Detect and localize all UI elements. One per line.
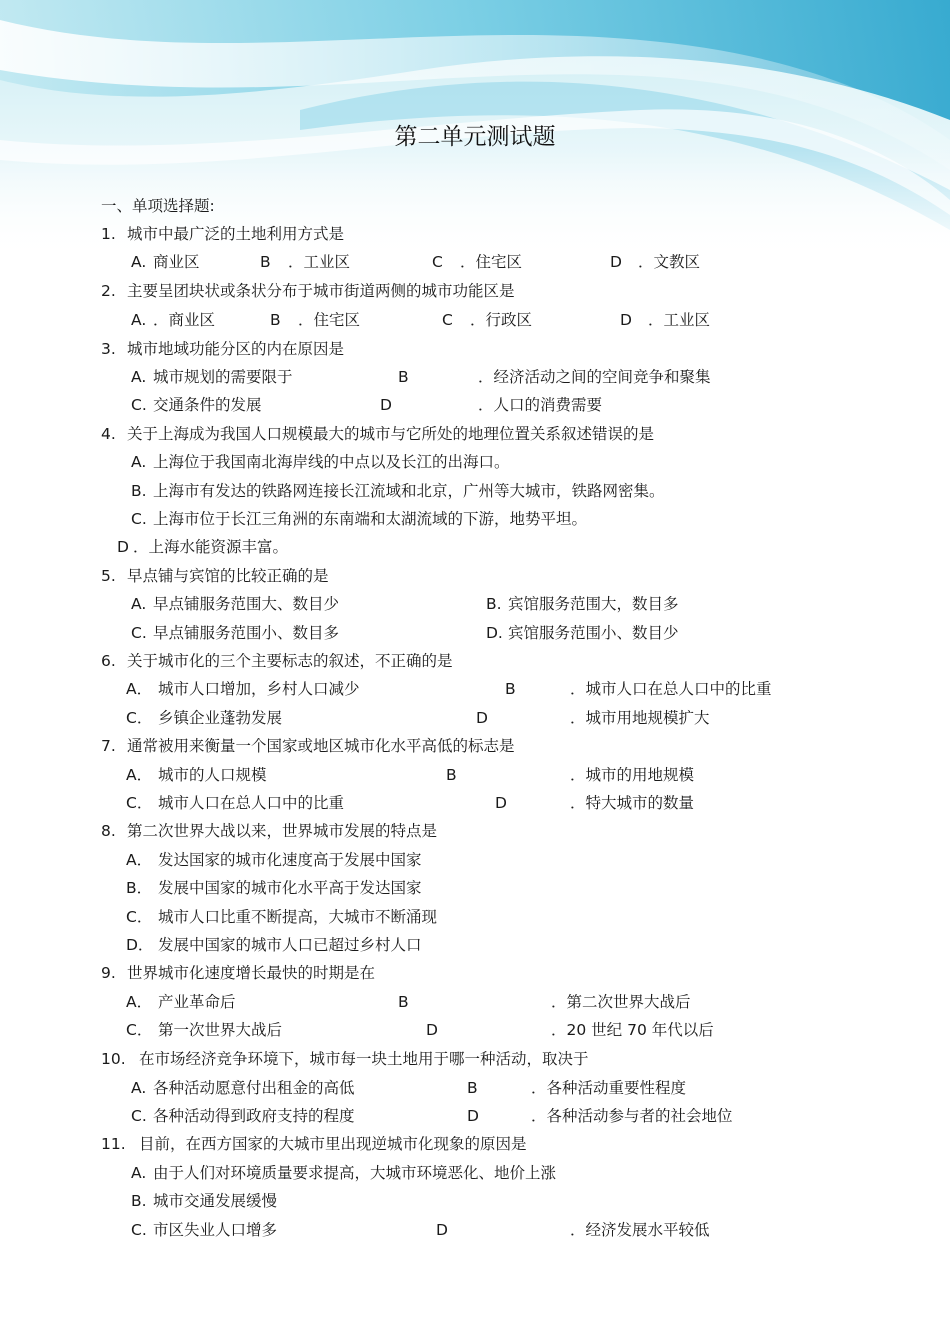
option-text: 主要呈团块状或条状分布于城市街道两侧的城市功能区是 xyxy=(127,282,515,300)
option-text: 发达国家的城市化速度高于发展中国家 xyxy=(158,851,422,869)
option-text: ．上海水能资源丰富。 xyxy=(133,538,289,556)
option-text: C. xyxy=(131,624,147,642)
option-text: ．住宅区 xyxy=(298,311,361,329)
option-b xyxy=(260,252,350,272)
option-d xyxy=(436,1220,710,1240)
option-text: ．经济活动之间的空间竞争和聚集 xyxy=(478,368,711,386)
option-c xyxy=(131,1220,277,1240)
question-3 xyxy=(101,339,344,359)
option-b xyxy=(398,367,711,387)
option-text: A． xyxy=(126,993,153,1011)
option-text: C． xyxy=(126,794,153,812)
option-text: C. xyxy=(131,510,147,528)
option-text: B xyxy=(467,1079,478,1097)
option-text: A. xyxy=(131,1079,147,1097)
option-text: 关于上海成为我国人口规模最大的城市与它所处的地理位置关系叙述错误的是 xyxy=(127,425,655,443)
option-text: B. xyxy=(131,1192,147,1210)
option-d xyxy=(476,708,710,728)
option-a xyxy=(126,679,360,699)
question-number: 3. xyxy=(101,340,116,358)
option-text: C． xyxy=(126,1021,153,1039)
option-text: D xyxy=(380,396,392,414)
option-text: D xyxy=(476,709,488,727)
option-text: C xyxy=(442,311,453,329)
option-text: B. xyxy=(131,482,147,500)
question-number: 10. xyxy=(101,1050,126,1068)
question-7 xyxy=(101,736,515,756)
option-text: B． xyxy=(126,879,153,897)
option-text: A. xyxy=(131,453,147,471)
option-text: A. xyxy=(131,595,147,613)
option-text: B xyxy=(446,766,457,784)
question-number: 2. xyxy=(101,282,116,300)
option-text: 上海位于我国南北海岸线的中点以及长江的出海口。 xyxy=(153,453,510,471)
option-text: ．工业区 xyxy=(648,311,711,329)
option-text: B xyxy=(260,253,271,271)
option-text: 城市交通发展缓慢 xyxy=(153,1192,278,1210)
option-text: 商业区 xyxy=(153,253,200,271)
question-11 xyxy=(101,1134,527,1154)
question-4 xyxy=(101,424,654,444)
option-text: D xyxy=(117,538,129,556)
question-number: 1. xyxy=(101,225,116,243)
option-text: 由于人们对环境质量要求提高，大城市环境恶化、地价上涨 xyxy=(153,1164,557,1182)
option-text: 城市人口比重不断提高，大城市不断涌现 xyxy=(158,908,438,926)
question-5 xyxy=(101,566,329,586)
question-number: 6. xyxy=(101,652,116,670)
option-a xyxy=(131,367,293,387)
option-c xyxy=(126,708,282,728)
option-b xyxy=(505,679,772,699)
option-text: B xyxy=(505,680,516,698)
option-text: ．住宅区 xyxy=(460,253,523,271)
option-text: ．人口的消费需要 xyxy=(478,396,603,414)
option-text: C． xyxy=(126,908,153,926)
option-b xyxy=(131,1191,277,1211)
option-text: 第二次世界大战以来，世界城市发展的特点是 xyxy=(127,822,438,840)
option-text: C xyxy=(432,253,443,271)
option-text: 上海市有发达的铁路网连接长江流域和北京，广州等大城市，铁路网密集。 xyxy=(153,482,665,500)
option-text: ．城市的用地规模 xyxy=(570,766,695,784)
option-text: A. xyxy=(131,368,147,386)
option-text: C． xyxy=(126,709,153,727)
option-text: 早点铺服务范围小、数目多 xyxy=(153,624,340,642)
option-d xyxy=(610,252,700,272)
option-text: B xyxy=(398,368,409,386)
option-text: 市区失业人口增多 xyxy=(153,1221,278,1239)
section-heading: 一、单项选择题: xyxy=(101,197,215,215)
option-text: 发展中国家的城市化水平高于发达国家 xyxy=(158,879,422,897)
option-text: 目前，在西方国家的大城市里出现逆城市化现象的原因是 xyxy=(139,1135,527,1153)
option-text: C. xyxy=(131,1221,147,1239)
option-a xyxy=(131,452,510,472)
page-title: 第二单元测试题 xyxy=(394,124,556,150)
option-text: D xyxy=(495,794,507,812)
option-c xyxy=(126,907,437,927)
option-text: D xyxy=(610,253,622,271)
option-text: 在市场经济竞争环境下，城市每一块土地用于哪一种活动，取决于 xyxy=(139,1050,589,1068)
option-d xyxy=(380,395,602,415)
option-text: ．行政区 xyxy=(470,311,533,329)
option-text: D xyxy=(436,1221,448,1239)
option-text: ．文教区 xyxy=(638,253,701,271)
option-text: ．经济发展水平较低 xyxy=(570,1221,710,1239)
question-10 xyxy=(101,1049,589,1069)
option-text: A. xyxy=(131,253,147,271)
option-text: 关于城市化的三个主要标志的叙述，不正确的是 xyxy=(127,652,453,670)
option-text: D. xyxy=(486,624,503,642)
option-text: ．商业区 xyxy=(153,311,216,329)
option-b xyxy=(270,310,360,330)
option-text: 产业革命后 xyxy=(158,993,236,1011)
option-c xyxy=(131,395,262,415)
option-c xyxy=(126,793,344,813)
option-a xyxy=(126,992,236,1012)
option-text: D xyxy=(426,1021,438,1039)
question-2 xyxy=(101,281,515,301)
option-d xyxy=(495,793,694,813)
option-b xyxy=(398,992,691,1012)
question-6 xyxy=(101,651,453,671)
option-text: ．城市人口在总人口中的比重 xyxy=(570,680,772,698)
option-a xyxy=(131,252,200,272)
option-text: 早点铺与宾馆的比较正确的是 xyxy=(127,567,329,585)
option-d xyxy=(486,623,679,643)
option-d xyxy=(126,935,422,955)
option-text: ．第二次世界大战后 xyxy=(551,993,691,1011)
option-c xyxy=(126,1020,282,1040)
option-text: B. xyxy=(486,595,502,613)
option-text: ．特大城市的数量 xyxy=(570,794,695,812)
option-text: 城市地域功能分区的内在原因是 xyxy=(127,340,345,358)
option-a xyxy=(131,1078,355,1098)
option-b xyxy=(446,765,694,785)
option-c xyxy=(432,252,522,272)
option-text: D xyxy=(467,1107,479,1125)
option-text: 城市人口在总人口中的比重 xyxy=(158,794,345,812)
question-number: 4. xyxy=(101,425,116,443)
option-b xyxy=(126,878,422,898)
option-c xyxy=(131,623,339,643)
question-text: 城市中最广泛的土地利用方式是 xyxy=(127,225,345,243)
option-text: A． xyxy=(126,851,153,869)
option-d xyxy=(467,1106,733,1126)
option-text: 各种活动得到政府支持的程度 xyxy=(153,1107,355,1125)
option-text: ．20 世纪 70 年代以后 xyxy=(551,1021,714,1039)
option-text: 宾馆服务范围小、数目少 xyxy=(508,624,679,642)
option-text: 第一次世界大战后 xyxy=(158,1021,283,1039)
option-b xyxy=(486,594,679,614)
option-a xyxy=(126,850,422,870)
option-text: C. xyxy=(131,1107,147,1125)
option-c xyxy=(131,1106,355,1126)
question-1 xyxy=(101,224,344,244)
option-text: 通常被用来衡量一个国家或地区城市化水平高低的标志是 xyxy=(127,737,515,755)
option-text: A． xyxy=(126,766,153,784)
option-text: A. xyxy=(131,1164,147,1182)
question-8 xyxy=(101,821,437,841)
option-text: A． xyxy=(126,680,153,698)
question-number: 5. xyxy=(101,567,116,585)
question-9 xyxy=(101,963,375,983)
option-text: ．各种活动参与者的社会地位 xyxy=(531,1107,733,1125)
option-text: 城市的人口规模 xyxy=(158,766,267,784)
option-a xyxy=(131,594,339,614)
question-number: 11. xyxy=(101,1135,126,1153)
option-a xyxy=(131,1163,556,1183)
option-d xyxy=(620,310,710,330)
option-a xyxy=(131,310,215,330)
option-text: 宾馆服务范围大，数目多 xyxy=(508,595,679,613)
option-text: 交通条件的发展 xyxy=(153,396,262,414)
option-text: B xyxy=(398,993,409,1011)
option-c xyxy=(442,310,532,330)
option-text: 世界城市化速度增长最快的时期是在 xyxy=(127,964,376,982)
option-text: D xyxy=(620,311,632,329)
option-a xyxy=(126,765,267,785)
option-text: 上海市位于长江三角洲的东南端和太湖流域的下游，地势平坦。 xyxy=(153,510,588,528)
question-number: 7. xyxy=(101,737,116,755)
option-b xyxy=(131,481,665,501)
option-d xyxy=(117,537,288,557)
option-text: D． xyxy=(126,936,154,954)
option-text: A. xyxy=(131,311,147,329)
option-text: 乡镇企业蓬勃发展 xyxy=(158,709,283,727)
option-text: 各种活动愿意付出租金的高低 xyxy=(153,1079,355,1097)
option-text: 早点铺服务范围大、数目少 xyxy=(153,595,340,613)
option-text: C. xyxy=(131,396,147,414)
option-text: ．城市用地规模扩大 xyxy=(570,709,710,727)
option-text: ．各种活动重要性程度 xyxy=(531,1079,687,1097)
option-text: ．工业区 xyxy=(288,253,351,271)
option-text: 发展中国家的城市人口已超过乡村人口 xyxy=(158,936,422,954)
question-number: 9. xyxy=(101,964,116,982)
option-text: 城市人口增加，乡村人口减少 xyxy=(158,680,360,698)
question-number: 8. xyxy=(101,822,116,840)
option-b xyxy=(467,1078,686,1098)
option-d xyxy=(426,1020,714,1040)
option-text: 城市规划的需要限于 xyxy=(153,368,293,386)
option-text: B xyxy=(270,311,281,329)
option-c xyxy=(131,509,587,529)
